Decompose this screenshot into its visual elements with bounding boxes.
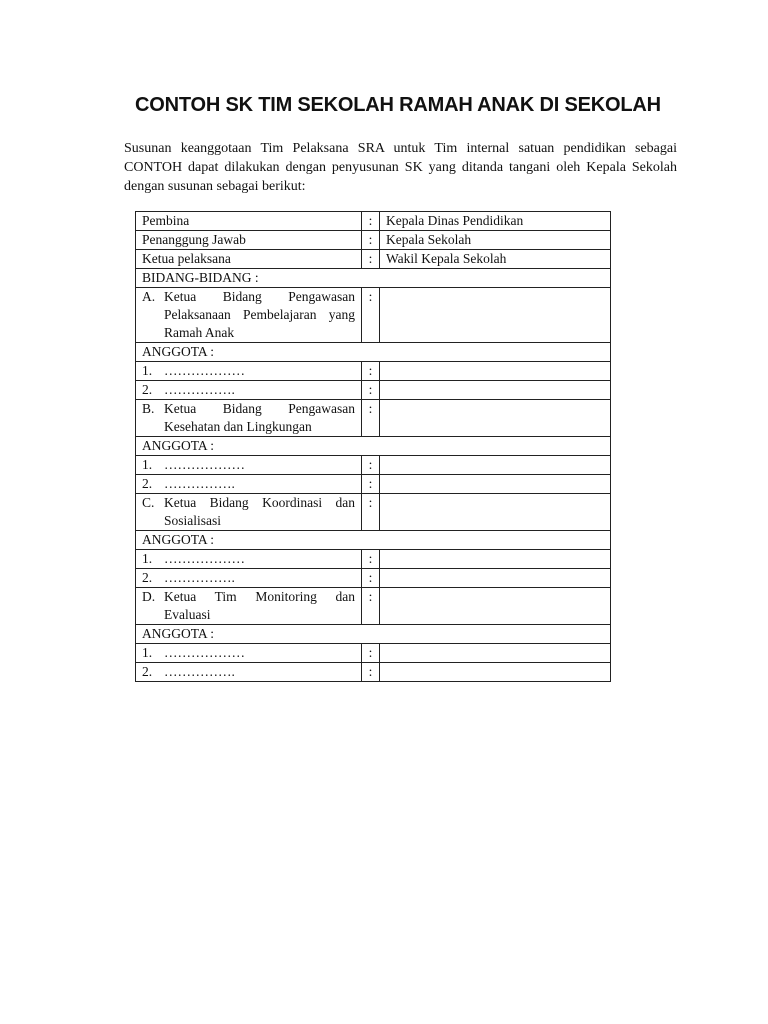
- row-bidang-ketua: [136, 400, 611, 437]
- row-value: [380, 644, 611, 663]
- colon: :: [362, 362, 380, 381]
- row-value: [380, 588, 611, 625]
- member-placeholder: ………………: [164, 645, 245, 660]
- row-anggota-header: [136, 437, 611, 456]
- page-title: CONTOH SK TIM SEKOLAH RAMAH ANAK DI SEKOLAH: [135, 94, 661, 116]
- colon: :: [362, 663, 380, 682]
- bidang-item: [142, 494, 355, 530]
- row-penanggung-jawab: [136, 231, 611, 250]
- row-anggota-member: [136, 381, 611, 400]
- row-bidang-ketua: [136, 494, 611, 531]
- row-value: Kepala Dinas Pendidikan: [380, 212, 611, 231]
- row-anggota-member: [136, 475, 611, 494]
- bidang-ketua-cell: [136, 494, 362, 531]
- colon: :: [362, 400, 380, 437]
- member-item: [142, 550, 355, 568]
- member-placeholder: …………….: [164, 570, 235, 585]
- member-number: 1.: [142, 363, 153, 378]
- member-cell: [136, 550, 362, 569]
- member-item: [142, 381, 355, 399]
- colon: :: [362, 456, 380, 475]
- team-structure-table: [135, 211, 611, 682]
- row-anggota-header: [136, 343, 611, 362]
- colon: :: [362, 250, 380, 269]
- row-anggota-member: [136, 550, 611, 569]
- row-bidang-ketua: [136, 588, 611, 625]
- anggota-label: ANGGOTA :: [136, 343, 611, 362]
- member-cell: [136, 663, 362, 682]
- row-value: [380, 400, 611, 437]
- row-pembina: [136, 212, 611, 231]
- member-placeholder: ………………: [164, 457, 245, 472]
- anggota-label: ANGGOTA :: [136, 531, 611, 550]
- colon: :: [362, 550, 380, 569]
- row-value: [380, 494, 611, 531]
- row-ketua-pelaksana: [136, 250, 611, 269]
- member-number: 2.: [142, 476, 153, 491]
- member-cell: [136, 644, 362, 663]
- bidang-title: Ketua Bidang Pengawasan Kesehatan dan Lingkungan: [164, 401, 355, 434]
- row-bidang-header: [136, 269, 611, 288]
- member-number: 1.: [142, 457, 153, 472]
- row-label: Pembina: [136, 212, 362, 231]
- bidang-title: Ketua Bidang Koordinasi dan Sosialisasi: [164, 495, 355, 528]
- row-value: [380, 569, 611, 588]
- row-anggota-member: [136, 362, 611, 381]
- anggota-label: ANGGOTA :: [136, 625, 611, 644]
- row-value: [380, 550, 611, 569]
- colon: :: [362, 588, 380, 625]
- bidang-header: BIDANG-BIDANG :: [136, 269, 611, 288]
- colon: :: [362, 644, 380, 663]
- member-number: 2.: [142, 664, 153, 679]
- bidang-title: Ketua Tim Monitoring dan Evaluasi: [164, 589, 355, 622]
- row-value: [380, 362, 611, 381]
- member-placeholder: …………….: [164, 664, 235, 679]
- member-cell: [136, 475, 362, 494]
- row-bidang-ketua: [136, 288, 611, 343]
- intro-paragraph: Susunan keanggotaan Tim Pelaksana SRA untuk Tim internal satuan pendidikan sebagai CONTOH dapat dilakukan dengan penyusunan SK yang ditanda tangani oleh Kepala Sekolah dengan susunan sebagai berikut:: [124, 141, 677, 194]
- member-number: 2.: [142, 570, 153, 585]
- row-anggota-header: [136, 531, 611, 550]
- bidang-item: [142, 400, 355, 436]
- member-number: 2.: [142, 382, 153, 397]
- bidang-letter: C.: [142, 495, 155, 510]
- colon: :: [362, 569, 380, 588]
- bidang-title: Ketua Bidang Pengawasan Pelaksanaan Pembelajaran yang Ramah Anak: [164, 289, 355, 340]
- member-placeholder: ………………: [164, 363, 245, 378]
- anggota-label: ANGGOTA :: [136, 437, 611, 456]
- row-anggota-member: [136, 644, 611, 663]
- member-item: [142, 475, 355, 493]
- member-item: [142, 362, 355, 380]
- colon: :: [362, 231, 380, 250]
- row-value: [380, 381, 611, 400]
- row-anggota-member: [136, 456, 611, 475]
- colon: :: [362, 381, 380, 400]
- row-label: Penanggung Jawab: [136, 231, 362, 250]
- row-anggota-header: [136, 625, 611, 644]
- member-cell: [136, 381, 362, 400]
- colon: :: [362, 494, 380, 531]
- member-item: [142, 569, 355, 587]
- member-placeholder: …………….: [164, 382, 235, 397]
- bidang-letter: D.: [142, 589, 156, 604]
- bidang-ketua-cell: [136, 400, 362, 437]
- row-value: [380, 288, 611, 343]
- row-value: Wakil Kepala Sekolah: [380, 250, 611, 269]
- member-placeholder: ………………: [164, 551, 245, 566]
- row-value: Kepala Sekolah: [380, 231, 611, 250]
- bidang-ketua-cell: [136, 288, 362, 343]
- row-value: [380, 663, 611, 682]
- member-item: [142, 644, 355, 662]
- bidang-item: [142, 588, 355, 624]
- bidang-ketua-cell: [136, 588, 362, 625]
- bidang-letter: A.: [142, 289, 156, 304]
- row-anggota-member: [136, 663, 611, 682]
- colon: :: [362, 212, 380, 231]
- member-cell: [136, 362, 362, 381]
- colon: :: [362, 475, 380, 494]
- row-value: [380, 475, 611, 494]
- member-number: 1.: [142, 645, 153, 660]
- member-cell: [136, 569, 362, 588]
- member-item: [142, 456, 355, 474]
- member-item: [142, 663, 355, 681]
- row-value: [380, 456, 611, 475]
- member-number: 1.: [142, 551, 153, 566]
- row-label: Ketua pelaksana: [136, 250, 362, 269]
- bidang-item: [142, 288, 355, 342]
- colon: :: [362, 288, 380, 343]
- member-cell: [136, 456, 362, 475]
- bidang-letter: B.: [142, 401, 155, 416]
- member-placeholder: …………….: [164, 476, 235, 491]
- row-anggota-member: [136, 569, 611, 588]
